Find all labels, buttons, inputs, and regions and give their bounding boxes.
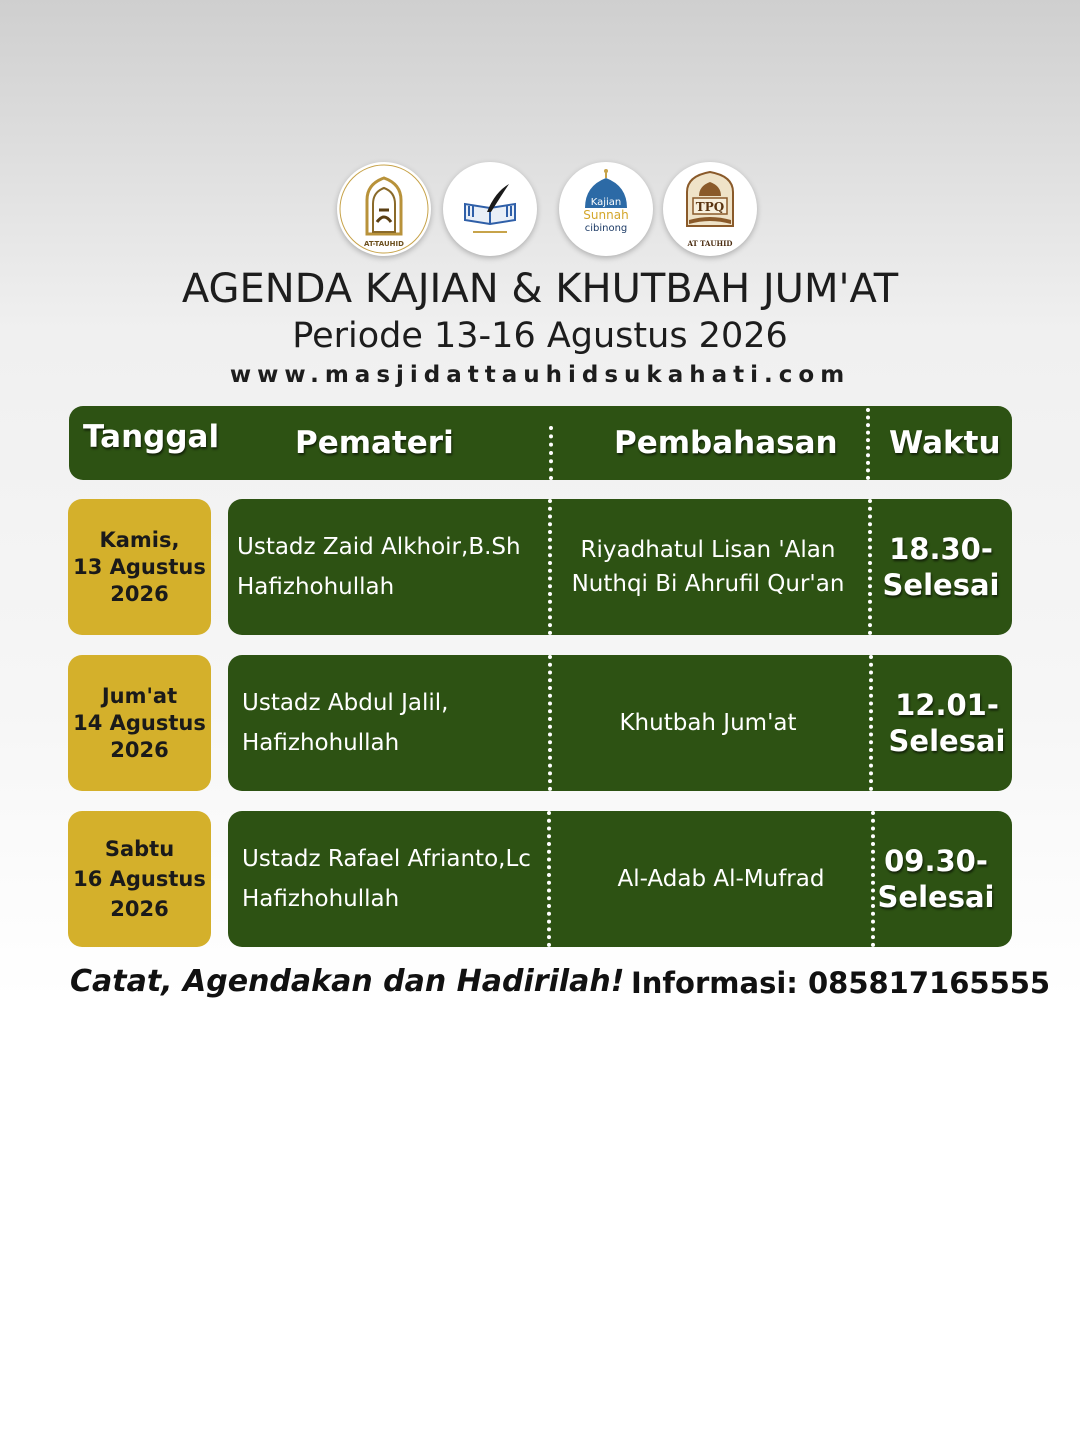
topic-line: Riyadhatul Lisan 'Alan	[580, 537, 836, 563]
date-cell	[68, 655, 211, 791]
footer-contact-info: Informasi: 085817165555	[631, 966, 1051, 1000]
header-divider	[549, 426, 553, 480]
date-day: Sabtu	[104, 837, 175, 861]
column-divider	[547, 811, 551, 947]
header-pemateri: Pemateri	[295, 425, 454, 461]
logo-tpq-text: TPQ	[695, 200, 725, 214]
speaker-cell	[237, 499, 537, 635]
header-pembahasan: Pembahasan	[614, 425, 838, 461]
time-start: 18.30-	[889, 532, 993, 566]
time-start: 12.01-	[895, 688, 999, 722]
time-end: Selesai	[882, 568, 1000, 602]
mosque-calligraphy-icon	[337, 162, 431, 256]
table-row	[0, 811, 1080, 947]
speaker-honorific: Hafizhohullah	[242, 886, 400, 912]
table-header	[69, 406, 1012, 480]
period-subtitle: Periode 13-16 Agustus 2026	[292, 316, 788, 356]
date-year: 2026	[110, 897, 169, 921]
table-row	[0, 499, 1080, 635]
date-day: Kamis,	[99, 527, 180, 552]
date-year: 2026	[110, 581, 169, 606]
speaker-name: Ustadz Rafael Afrianto,Lc	[242, 846, 531, 872]
content-cell	[228, 655, 1012, 791]
header-divider	[866, 408, 870, 480]
content-cell	[228, 811, 1012, 947]
logo-cibinong-text: cibinong	[584, 223, 628, 234]
topic-cell	[571, 811, 871, 947]
logo-kajian-text: Kajian	[590, 197, 622, 208]
date-date: 14 Agustus	[73, 710, 206, 735]
topic-line: Khutbah Jum'at	[619, 710, 797, 736]
topic-cell	[558, 499, 858, 635]
tpq-mosque-icon	[663, 162, 757, 256]
logo-caption: AT TAUHID	[687, 239, 733, 248]
website-link[interactable]: www.masjidattauhidsukahati.com	[229, 362, 851, 388]
time-end: Selesai	[877, 880, 995, 914]
time-end: Selesai	[888, 724, 1006, 758]
logo-sunnah-text: Sunnah	[583, 208, 629, 222]
topic-cell	[558, 655, 858, 791]
speaker-honorific: Hafizhohullah	[237, 574, 395, 600]
footer-tagline: Catat, Agendakan dan Hadirilah!	[70, 964, 625, 999]
header-tanggal: Tanggal	[83, 419, 220, 455]
speaker-name: Ustadz Zaid Alkhoir,B.Sh	[237, 534, 521, 560]
column-divider	[548, 655, 552, 791]
column-divider	[868, 499, 872, 635]
book-quill-icon	[443, 162, 537, 256]
date-cell	[68, 499, 211, 635]
time-cell	[876, 499, 1006, 635]
page-title: AGENDA KAJIAN & KHUTBAH JUM'AT	[181, 266, 899, 312]
date-cell	[68, 811, 211, 947]
topic-line: Al-Adab Al-Mufrad	[617, 866, 825, 892]
speaker-honorific: Hafizhohullah	[242, 730, 400, 756]
topic-line: Nuthqi Bi Ahrufil Qur'an	[571, 571, 845, 597]
time-start: 09.30-	[884, 844, 988, 878]
time-cell	[871, 811, 1001, 947]
logo-row	[0, 162, 1080, 262]
date-day: Jum'at	[101, 683, 178, 708]
date-date: 13 Agustus	[73, 554, 206, 579]
content-cell	[228, 499, 1012, 635]
time-cell	[882, 655, 1012, 791]
table-row	[0, 655, 1080, 791]
date-date: 16 Agustus	[73, 867, 206, 891]
speaker-cell	[242, 655, 542, 791]
logo-caption: AT-TAUHID	[364, 240, 404, 248]
column-divider	[548, 499, 552, 635]
speaker-cell	[242, 811, 542, 947]
date-year: 2026	[110, 737, 169, 762]
kajian-sunnah-dome-icon	[559, 162, 653, 256]
header-waktu: Waktu	[889, 425, 1001, 461]
column-divider	[869, 655, 873, 791]
speaker-name: Ustadz Abdul Jalil,	[242, 690, 449, 716]
